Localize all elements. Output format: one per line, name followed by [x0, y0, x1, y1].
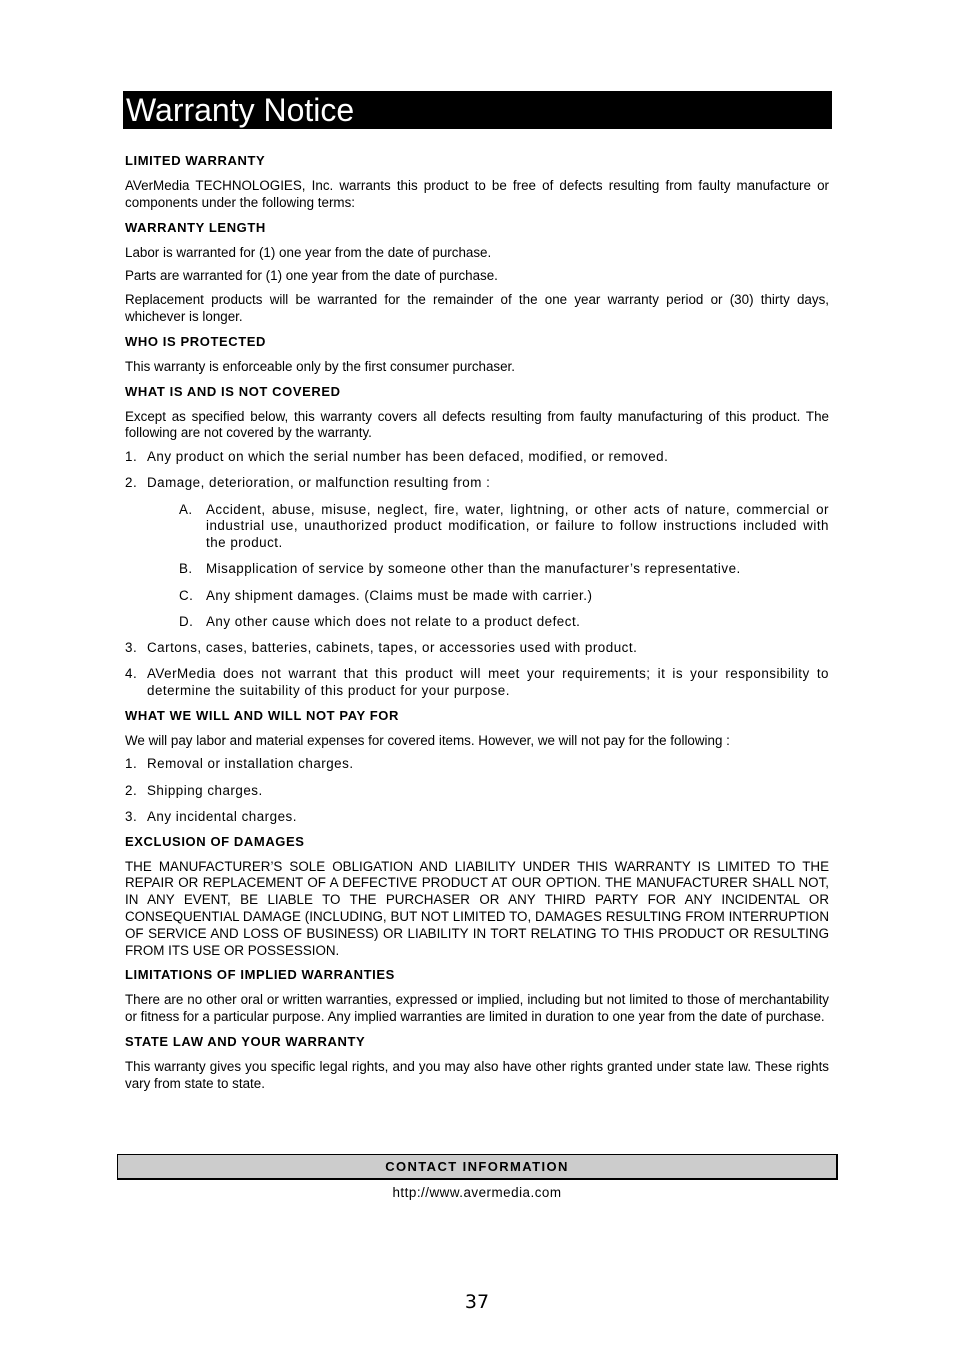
sublist-text: Accident, abuse, misuse, neglect, fire, water, lightning, or other acts of nature, commercial or industrial use, unauthorized product modification, or failure to follow instructions included with the product. — [206, 501, 829, 551]
replacement-text: Replacement products will be warranted for the remainder of the one year warranty period or (30) thirty days, whichever is longer. — [125, 292, 829, 324]
labor-text: Labor is warranted for (1) one year from the date of purchase. — [125, 244, 492, 260]
sublist-text: Misapplication of service by someone other than the manufacturer’s representative. — [206, 561, 741, 577]
list-text: Shipping charges. — [147, 782, 263, 798]
list-text: Any product on which the serial number has been defaced, modified, or removed. — [147, 449, 669, 465]
list-item — [125, 640, 829, 657]
sublist-letter: D. — [179, 613, 194, 629]
list-number: 2. — [125, 782, 138, 798]
covered-intro: Except as specified below, this warranty covers all defects resulting from faulty manufacturing of this product. The following are not covered by the warranty. — [125, 408, 829, 441]
page-number: 37 — [464, 1291, 490, 1313]
list-text: Removal or installation charges. — [147, 756, 354, 772]
list-item — [125, 666, 829, 700]
list-item — [125, 756, 829, 773]
sublist-text: Any shipment damages. (Claims must be made with carrier.) — [206, 587, 593, 603]
contact-heading: CONTACT INFORMATION — [117, 1154, 838, 1180]
pay-intro: We will pay labor and material expenses for covered items. However, we will not pay for the following : — [125, 732, 730, 748]
section-heading-who-is-protected: WHO IS PROTECTED — [125, 333, 267, 349]
list-text: Cartons, cases, batteries, cabinets, tapes, or accessories used with product. — [147, 639, 638, 655]
list-number: 1. — [125, 756, 138, 772]
exclusion-text: THE MANUFACTURER’S SOLE OBLIGATION AND LIABILITY UNDER THIS WARRANTY IS LIMITED TO THE REPAIR OR REPLACEMENT OF A DEFECTIVE PRODUCT AT OUR OPTION. THE MANUFACTURER SHALL NOT, IN ANY EVENT, BE LIABLE TO THE PURCHASER OR ANY THIRD PARTY FOR ANY INCIDENTAL OR CONSEQUENTIAL DAMAGE (INCLUDING, BUT NOT LIMITED TO, DAMAGES RESULTING FROM INTERRUPTION OF SERVICE AND LOSS OF BUSINESS) OR LIABILITY IN TORT RELATING TO THIS PRODUCT OR RESULTING FROM ITS USE OR POSSESSION. — [125, 858, 829, 958]
not-covered-list — [125, 449, 829, 700]
state-law-text: This warranty gives you specific legal rights, and you may also have other rights granted under state law. These rights vary from state to state. — [125, 1059, 829, 1091]
list-item — [125, 783, 829, 800]
document-body — [125, 145, 829, 1093]
list-item — [125, 449, 829, 466]
limitations-text: There are no other oral or written warranties, expressed or implied, including but not limited to those of merchantability or fitness for a particular purpose. Any implied warranties are limited in duration to one year from the date of purchase. — [125, 992, 829, 1025]
list-text: AVerMedia does not warrant that this product will meet your requirements; it is your responsibility to determine the suitability of this product for your purpose. — [147, 666, 829, 698]
list-number: 3. — [125, 808, 138, 824]
section-heading-covered: WHAT IS AND IS NOT COVERED — [125, 383, 341, 399]
sublist-item — [161, 561, 829, 578]
list-number: 2. — [125, 475, 138, 491]
list-text: Any incidental charges. — [147, 808, 297, 824]
sublist-item — [161, 502, 829, 552]
list-number: 4. — [125, 666, 138, 682]
sublist-letter: C. — [179, 587, 194, 603]
sublist-letter: A. — [179, 501, 193, 517]
section-heading-limitations: LIMITATIONS OF IMPLIED WARRANTIES — [125, 967, 395, 983]
section-heading-pay: WHAT WE WILL AND WILL NOT PAY FOR — [125, 707, 400, 723]
section-heading-limited-warranty: LIMITED WARRANTY — [125, 153, 266, 168]
section-heading-warranty-length: WARRANTY LENGTH — [125, 219, 266, 235]
protected-text: This warranty is enforceable only by the first consumer purchaser. — [125, 358, 515, 374]
list-item — [125, 809, 829, 826]
parts-text: Parts are warranted for (1) one year from the date of purchase. — [125, 268, 498, 284]
sublist-item — [161, 614, 829, 631]
limited-warranty-text: AVerMedia TECHNOLOGIES, Inc. warrants this product to be free of defects resulting from faulty manufacture or components under the following terms: — [125, 178, 829, 210]
damage-sublist — [161, 502, 829, 631]
contact-url[interactable]: http://www.avermedia.com — [392, 1185, 562, 1200]
list-text: Damage, deterioration, or malfunction resulting from : — [147, 475, 491, 491]
section-heading-state-law: STATE LAW AND YOUR WARRANTY — [125, 1034, 366, 1050]
title-bar — [123, 91, 832, 129]
sublist-text: Any other cause which does not relate to a product defect. — [206, 613, 581, 629]
list-number: 1. — [125, 449, 138, 465]
page-title: Warranty Notice — [126, 92, 355, 128]
list-number: 3. — [125, 639, 138, 655]
list-item — [125, 475, 829, 630]
not-paid-list — [125, 756, 829, 825]
sublist-item — [161, 588, 829, 605]
section-heading-exclusion: EXCLUSION OF DAMAGES — [125, 833, 305, 849]
sublist-letter: B. — [179, 561, 193, 577]
